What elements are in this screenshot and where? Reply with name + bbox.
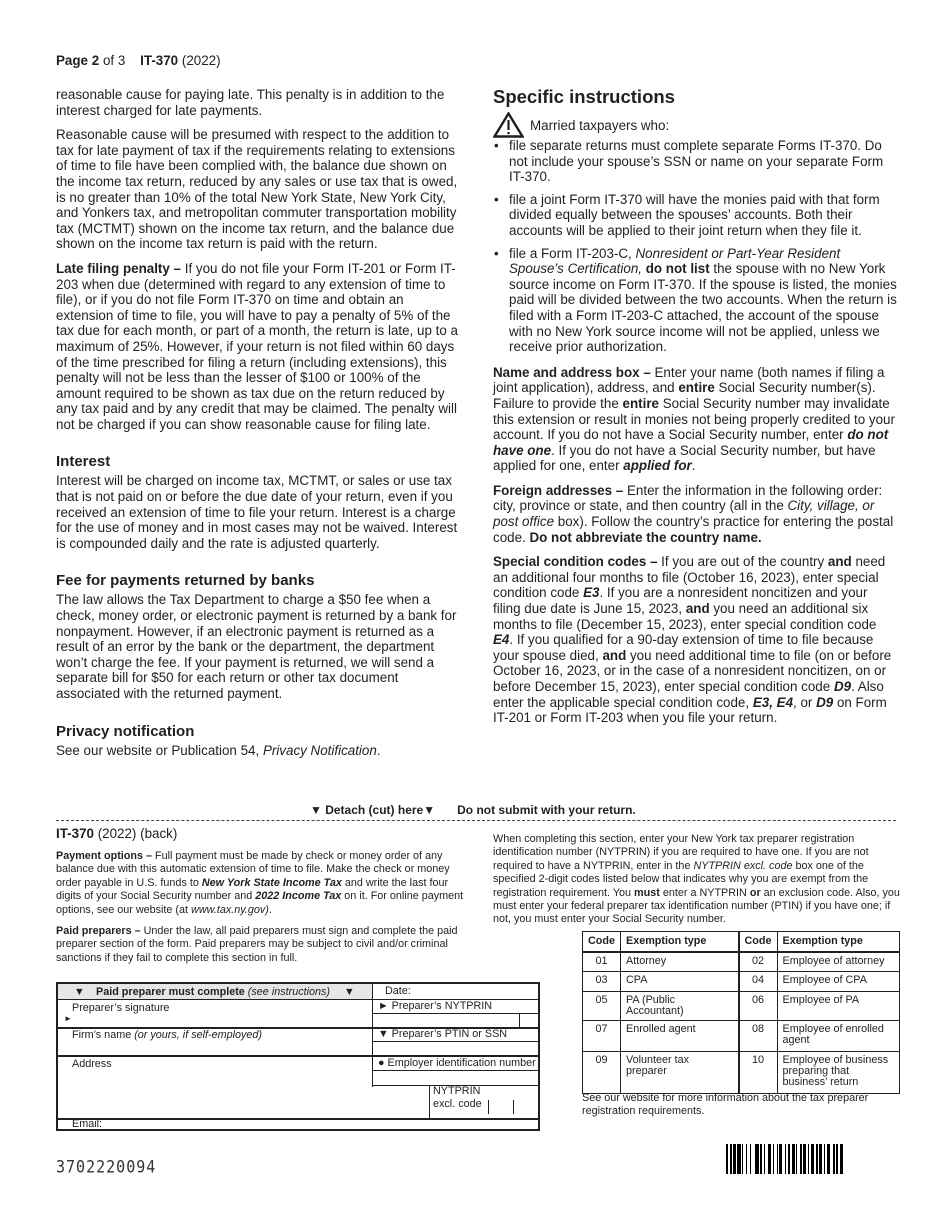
employer-id-input[interactable]: [374, 1071, 538, 1085]
form-year: (2022): [181, 53, 221, 68]
payment-text-3: on it. For online payment options, see our website (at: [56, 890, 464, 916]
interest-heading: Interest: [56, 453, 111, 471]
table-row: [583, 1052, 900, 1094]
name-address-applied-for: applied for: [623, 458, 692, 474]
intro-paragraph: reasonable cause for paying late. This penalty is in addition to the interest charged for late payments.: [56, 87, 445, 118]
memo-text: 2022 Income Tax: [255, 890, 342, 903]
code-cell: 02: [739, 952, 778, 972]
special-and-2: and: [685, 601, 710, 617]
nytprin-or: or: [749, 886, 761, 899]
special-text-3: . If you are a nonresident noncitizen and your filing due date is June 15, 2023,: [493, 585, 868, 617]
payment-text-1: Full payment must be made by check or money order of any balance due with this automatic extension of time to file. Make the check or money order payable in U.S. funds to: [56, 850, 450, 889]
divider: [513, 1100, 514, 1114]
paid-preparer-title: [96, 984, 330, 1000]
privacy-paragraph: [56, 743, 460, 759]
excl-label-line-1: NYTPRIN: [433, 1085, 481, 1097]
nytprin-text-4: an exclusion code. Also, you must enter your federal preparer tax identification number (PTIN) if you have one; if not, you must enter your Social Security number.: [493, 886, 900, 926]
divider: [429, 1085, 430, 1118]
paid-preparer-title-bold: Paid preparer must complete: [96, 986, 245, 998]
married-bullets: [493, 138, 898, 355]
back-title-rest: (2022) (back): [93, 826, 178, 841]
down-arrow-icon: ▼: [344, 986, 355, 998]
code-cell: 06: [739, 992, 778, 1021]
detach-label: [310, 803, 636, 817]
special-and-1: and: [827, 554, 852, 570]
detach-cut-label: ▼ Detach (cut) here▼: [310, 803, 436, 817]
date-field[interactable]: Date:: [385, 985, 411, 997]
header-type-1: Exemption type: [621, 932, 739, 952]
payee-name: New York State Income Tax: [201, 876, 342, 889]
payment-text-2: and write the last four digits of your Social Security number and: [56, 876, 449, 903]
special-text-8: , or: [793, 694, 817, 710]
specific-instructions-heading: Specific instructions: [493, 86, 675, 107]
nytprin-text-2: box one of the specified 2-digit codes listed below that indicates why you are exempt from the registration requirement. You: [493, 859, 869, 899]
exemption-note: See our website for more information about the tax preparer registration requirements.: [582, 1092, 869, 1117]
divider: [58, 1118, 540, 1120]
nytprin-excl-code-label: [433, 1085, 482, 1111]
type-cell: Employee of attorney: [777, 952, 899, 972]
preparer-signature-field[interactable]: Preparer’s signature: [72, 1002, 170, 1014]
nytprin-must: must: [634, 886, 660, 899]
code-cell: 04: [739, 972, 778, 992]
detach-line: [56, 803, 896, 823]
excl-label-line-2: excl. code: [433, 1098, 482, 1110]
down-arrow-icon: ▼: [74, 986, 85, 998]
code-d9: D9: [833, 679, 852, 694]
special-text-1: If you are out of the country: [657, 554, 828, 570]
name-address-text-5: .: [691, 458, 696, 474]
header-code-1: Code: [583, 932, 621, 952]
special-text-5: . If you qualified for a 90-day extension of time to file because your spouse died,: [493, 632, 874, 663]
special-text-9: on Form IT-201 or Form IT-203 when you file your return.: [493, 694, 887, 726]
form-id: IT-370: [140, 53, 179, 68]
paid-preparer-title-italic: (see instructions): [244, 986, 331, 998]
type-cell: Employee of CPA: [777, 972, 899, 992]
bullet-separate: • file separate returns must complete separate Forms IT-370. Do not include your spouse’s SSN or name on your separate Form IT-370.: [493, 138, 898, 185]
nytprin-text-3: enter a NYTPRIN: [659, 886, 750, 899]
firm-name-field[interactable]: [72, 1029, 262, 1041]
special-codes-label: Special condition codes –: [493, 554, 658, 570]
exemption-table: [582, 931, 900, 1094]
nytprin-excl-code-ref: NYTPRIN excl. code: [693, 859, 793, 872]
foreign-text-2: box). Follow the country’s practice for entering the postal code.: [493, 514, 894, 545]
name-address-text-2: Social Security number(s). Failure to provide the: [493, 380, 876, 411]
name-address-text-3: Social Security number may invalidate this extension or result in monies not being properly credited to your account. If you do not have a Social Security number, enter: [493, 395, 895, 443]
preparer-ptin-input[interactable]: [374, 1042, 538, 1054]
paid-preparer-box: [56, 982, 540, 1131]
name-address-text-4: . If you do not have a Social Security number, but have applied for one, enter: [493, 442, 876, 474]
page-number: 2: [91, 53, 100, 68]
type-cell: Volunteer tax preparer: [621, 1052, 739, 1094]
privacy-heading: Privacy notification: [56, 722, 195, 740]
nytprin-excl-code-input[interactable]: [489, 1100, 513, 1114]
left-column: [56, 87, 460, 767]
type-cell: Employee of PA: [777, 992, 899, 1021]
foreign-address-label: Foreign addresses –: [493, 482, 624, 498]
firm-name-label: Firm’s name: [72, 1029, 132, 1041]
name-address-do-not-have-one: do not have one: [493, 427, 889, 458]
nytprin-text-1: When completing this section, enter your New York tax preparer registration identification number (NYTPRIN) if you are required to have one. If you are not required to have a NYTPRIN, enter in the: [493, 833, 869, 872]
type-cell: Employee of enrolled agent: [777, 1021, 899, 1052]
paid-preparers-label: Paid preparers –: [56, 925, 141, 938]
signature-arrow-icon: ►: [64, 1014, 72, 1023]
bullet-joint: • file a joint Form IT-370 will have the monies paid with that form divided equally between the spouses’ accounts. Both their accounts will be applied to their joint return when they file it.: [493, 192, 898, 239]
address-field[interactable]: Address: [72, 1058, 112, 1070]
table-row: [583, 992, 900, 1021]
code-cell: 07: [583, 1021, 621, 1052]
type-cell: Employee of business preparing that business’ return: [777, 1052, 899, 1094]
employer-id-label: ● Employer identification number: [378, 1057, 536, 1069]
code-cell: 03: [583, 972, 621, 992]
header-code-2: Code: [739, 932, 778, 952]
bullet-it203c-bold: do not list: [641, 261, 710, 277]
married-warning: [493, 112, 898, 138]
type-cell: Attorney: [621, 952, 739, 972]
foreign-bold: Do not abbreviate the country name.: [529, 529, 762, 545]
bullet-it203c: [493, 246, 898, 355]
code-e3-e4: E3, E4: [752, 694, 794, 710]
name-address-label: Name and address box –: [493, 364, 651, 380]
preparer-ptin-label: ▼ Preparer’s PTIN or SSN: [378, 1028, 508, 1040]
married-intro: Married taxpayers who:: [530, 118, 670, 134]
special-text-7: . Also enter the applicable special condition code,: [493, 679, 884, 710]
name-address-bold-2: entire: [622, 395, 659, 411]
page-total: of 3: [102, 53, 126, 68]
page-header: [56, 53, 221, 68]
name-address-bold-1: entire: [678, 380, 715, 396]
table-row: [583, 952, 900, 972]
warning-triangle-icon: [493, 112, 524, 138]
type-cell: Enrolled agent: [621, 1021, 739, 1052]
website-link: www.tax.ny.gov): [191, 903, 269, 916]
reasonable-cause-paragraph: Reasonable cause will be presumed with respect to the addition to tax for late payment of tax if the requirements relating to extensions of time to file have been complied with, the balance due shown on the income tax return, reduced by any sales or use tax that is owed, is no greater than 10% of the total New York State, New York City, and Yonkers tax, and metropolitan commuter transportation mobility tax (MCTMT) shown on the income tax return, and the balance due shown on the income tax return is paid with the return.: [56, 127, 458, 252]
paid-preparers-text: Under the law, all paid preparers must sign and complete the paid preparer section of the form. Paid preparers may be subject to civil and/or criminal sanctions if they fail to complete this section in full.: [56, 925, 458, 964]
firm-name-hint: (or yours, if self-employed): [131, 1029, 263, 1041]
table-row: [583, 972, 900, 992]
back-title: [56, 826, 466, 841]
code-d9-2: D9: [816, 694, 834, 710]
foreign-address-paragraph: [493, 483, 898, 545]
payment-options-paragraph: [56, 850, 466, 917]
privacy-publication-link: Privacy Notification: [262, 742, 377, 758]
interest-paragraph: Interest will be charged on income tax, MCTMT, or sales or use tax that is not paid on or before the due date of your return, even if you received an extension of time to file your return. Interest is a charge for the use of money and in most cases may not be waived. Interest is compounded daily and the rate is adjusted quarterly.: [56, 473, 458, 551]
table-row: [583, 1021, 900, 1052]
code-cell: 01: [583, 952, 621, 972]
divider: [519, 1013, 520, 1027]
paid-preparer-header: [58, 984, 372, 1000]
fee-paragraph: The law allows the Tax Department to charge a $50 fee when a check, money order, or electronic payment is returned by a bank for nonpayment. However, if an electronic payment is returned as a result of an error by the bank or the department, the department won’t charge the fee. If your payment is returned, we will send a separate bill for $50 for each return or other tax document associated with the returned payment.: [56, 592, 457, 701]
preparer-nytprin-input[interactable]: [374, 1014, 519, 1026]
bullet-it203c-post: the spouse with no New York source income on Form IT-370. If the spouse is listed, the monies paid will be divided between the two accounts. When the return is filed with a Form IT-203-C attached, the account of the spouse with no New York source income will not be applied, unless we receive prior authorization.: [509, 261, 897, 355]
bullet-it203c-title: Nonresident or Part-Year Resident Spouse’s Certification,: [509, 245, 841, 277]
code-cell: 05: [583, 992, 621, 1021]
header-type-2: Exemption type: [777, 932, 899, 952]
detach-notice: Do not submit with your return.: [457, 803, 636, 817]
nytprin-info: [493, 833, 903, 927]
late-filing-paragraph: [56, 261, 460, 433]
privacy-suffix: .: [376, 742, 381, 758]
late-filing-text: If you do not file your Form IT-201 or Form IT-203 when due (determined with regard to any extension of time to file), or if you do not file Form IT-370 on time and obtain an extension of time to file, you will have to pay a penalty of 5% of the tax due for each month, or part of a month, the return is late, up to a maximum of 25%. However, if your return is not filed within 60 days of the time prescribed for filing a return (including extensions), this penalty will not be less than the lesser of $100 or 100% of the amount required to be shown as tax due on the return reduced by any tax paid and by any credit that may be claimed. The penalty will not be charged if you can show reasonable cause for filing late.: [56, 260, 458, 432]
scan-id: 3702220094: [56, 1157, 157, 1177]
privacy-text: See our website or Publication 54,: [56, 742, 263, 758]
name-address-paragraph: [493, 365, 898, 474]
bullet-it203c-pre: file a Form IT-203-C,: [509, 245, 636, 261]
exemption-table-header: [583, 932, 900, 952]
code-cell: 09: [583, 1052, 621, 1094]
special-text-2: need an additional four months to file (October 16, 2023), enter special condition code: [493, 554, 886, 601]
code-e3: E3: [583, 585, 600, 601]
special-text-4: you need an additional six months to file (December 15, 2023), enter special condition code: [493, 601, 877, 632]
payment-options-label: Payment options –: [56, 850, 152, 862]
code-cell: 08: [739, 1021, 778, 1052]
page-label: Page: [56, 53, 89, 68]
preparer-nytprin-label: ► Preparer’s NYTPRIN: [378, 1000, 493, 1012]
barcode-icon: [726, 1144, 881, 1174]
right-column: [493, 86, 898, 735]
back-form-id: IT-370: [56, 826, 94, 841]
back-left-section: [56, 826, 466, 973]
code-cell: 10: [739, 1052, 778, 1094]
late-filing-label: Late filing penalty –: [56, 260, 182, 276]
special-text-6: you need additional time to file (on or before October 16, 2023, or in the case of a nonresident noncitizen, on or before December 15, 2023), enter special condition code: [493, 647, 892, 694]
special-codes-paragraph: [493, 554, 898, 726]
special-and-3: and: [602, 647, 627, 663]
paid-preparers-paragraph: [56, 925, 466, 965]
foreign-text-1: Enter the information in the following order: city, province or state, and then country (all in the: [493, 482, 883, 514]
type-cell: CPA: [621, 972, 739, 992]
dashed-cut-line: [56, 820, 896, 821]
payment-text-4: .: [268, 903, 272, 916]
code-e4: E4: [493, 632, 510, 648]
fee-heading: Fee for payments returned by banks: [56, 572, 315, 590]
email-field[interactable]: Email:: [72, 1118, 102, 1130]
foreign-city-box: City, village, or post office: [493, 498, 875, 530]
type-cell: PA (Public Accountant): [621, 992, 739, 1021]
name-address-text-1: Enter your name (both names if filing a joint application), address, and: [493, 364, 885, 396]
